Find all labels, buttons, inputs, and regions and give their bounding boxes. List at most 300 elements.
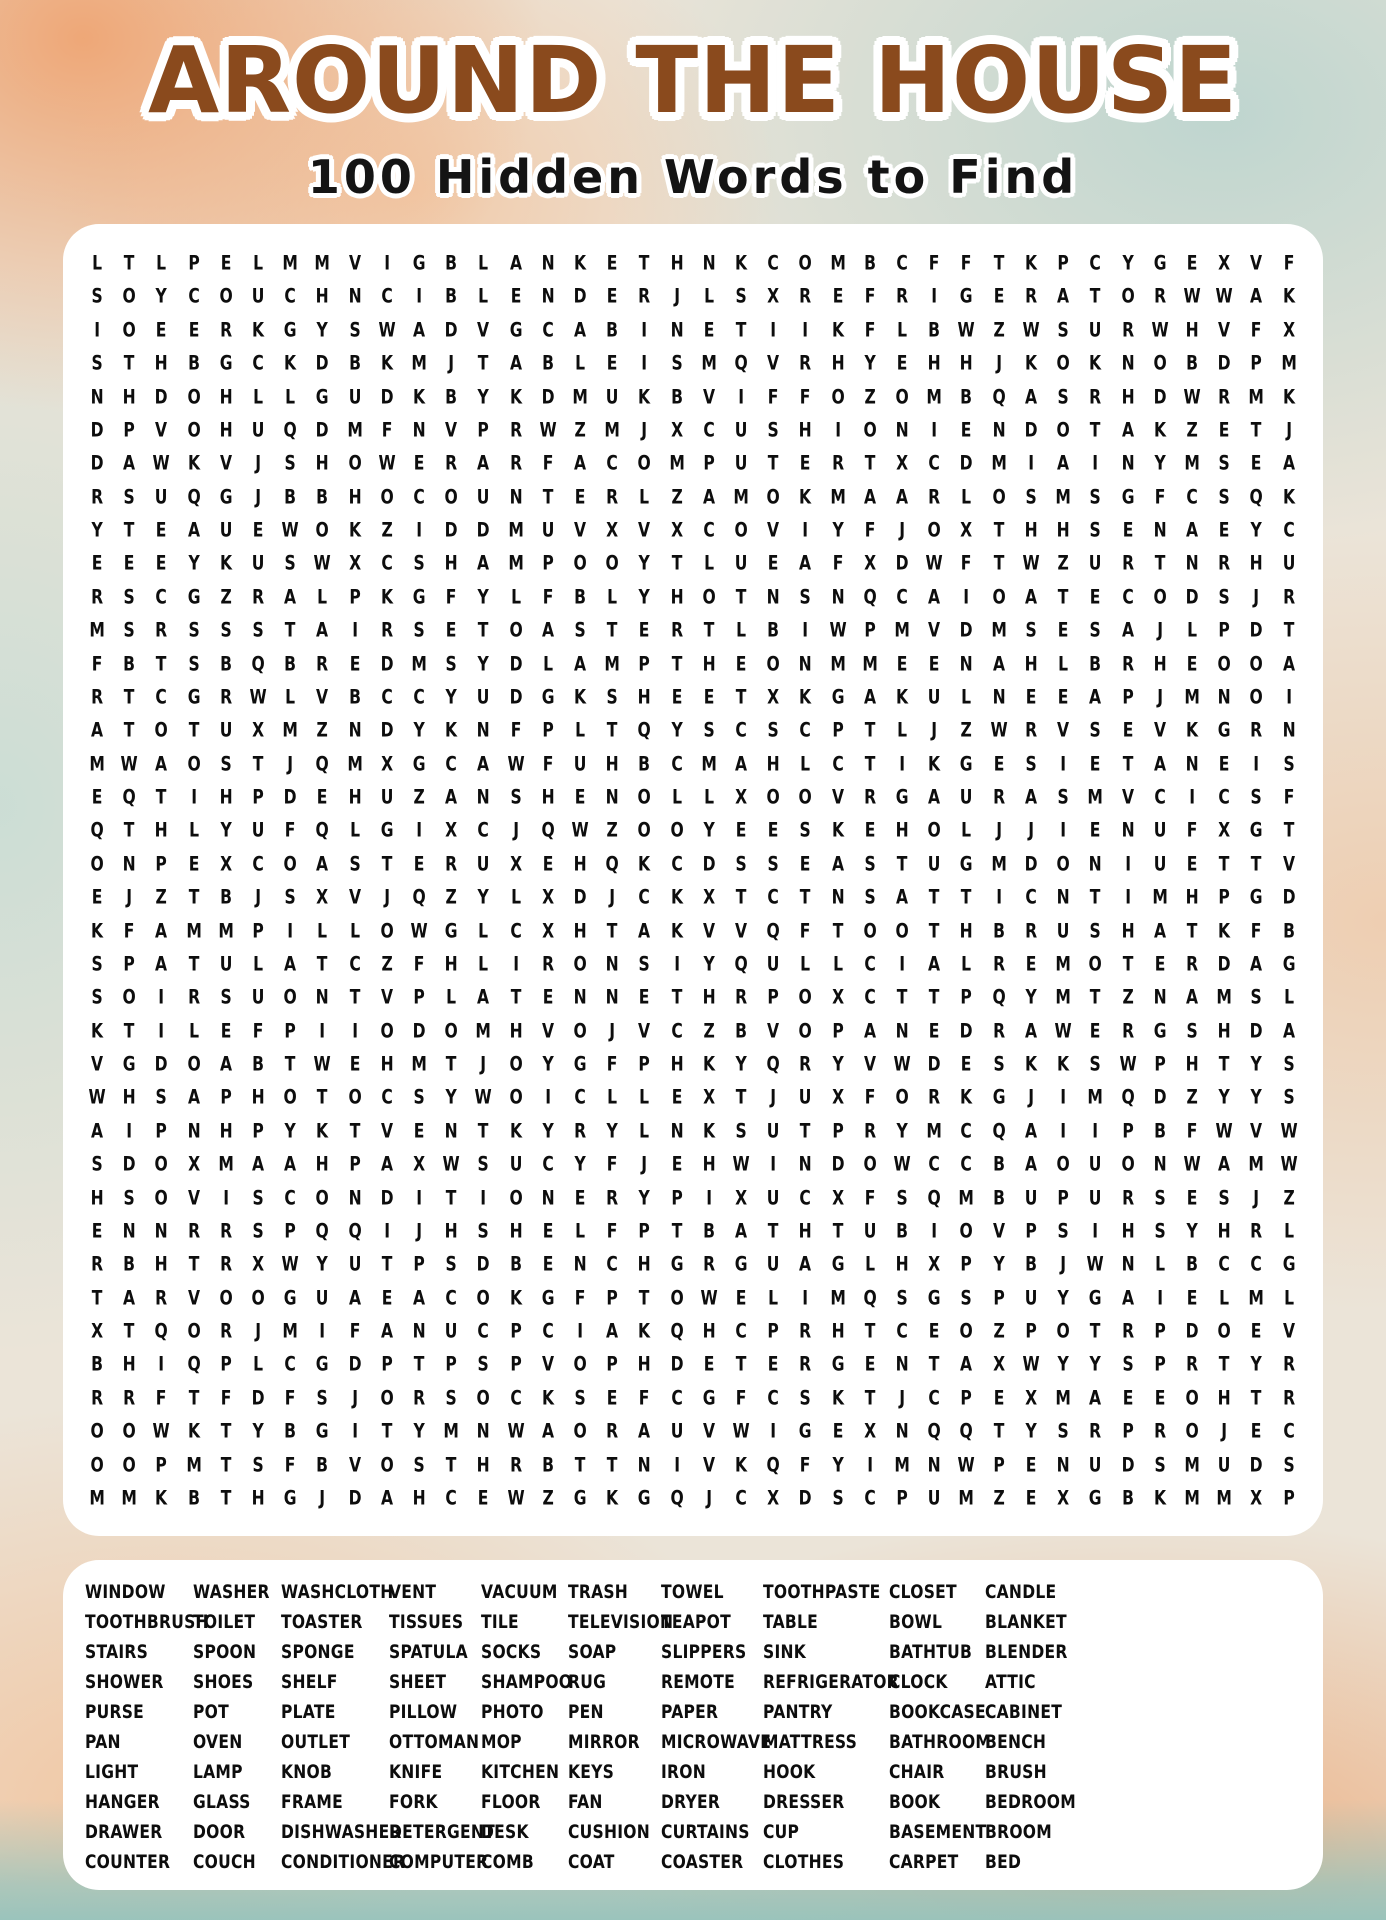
grid-cell[interactable]: A [509, 251, 522, 275]
grid-cell[interactable]: Y [703, 952, 715, 976]
grid-cell[interactable]: I [384, 251, 390, 275]
grid-cell[interactable]: A [1153, 751, 1166, 775]
grid-cell[interactable]: L [961, 484, 972, 508]
grid-cell[interactable]: C [864, 1486, 876, 1510]
grid-cell[interactable]: O [509, 1185, 523, 1209]
grid-cell[interactable]: P [1057, 251, 1069, 275]
grid-cell[interactable]: H [670, 251, 684, 275]
grid-cell[interactable]: R [187, 1219, 200, 1243]
grid-cell[interactable]: E [864, 1352, 876, 1376]
grid-cell[interactable]: J [899, 518, 906, 542]
grid-cell[interactable]: I [641, 317, 648, 341]
grid-cell[interactable]: P [284, 1018, 297, 1042]
grid-cell[interactable]: P [1057, 1185, 1069, 1209]
grid-cell[interactable]: J [255, 484, 262, 508]
grid-cell[interactable]: Y [413, 718, 425, 742]
grid-cell[interactable]: H [315, 1152, 330, 1176]
grid-cell[interactable]: S [1025, 751, 1037, 775]
grid-cell[interactable]: M [218, 1152, 234, 1176]
grid-cell[interactable]: R [541, 952, 554, 976]
grid-cell[interactable]: W [442, 1152, 460, 1176]
grid-cell[interactable]: F [542, 451, 554, 475]
grid-cell[interactable]: K [91, 1018, 104, 1042]
grid-cell[interactable]: E [735, 818, 747, 842]
grid-cell[interactable]: O [798, 785, 813, 809]
grid-cell[interactable]: G [895, 785, 909, 809]
grid-cell[interactable]: H [154, 1252, 169, 1276]
grid-cell[interactable]: W [313, 1052, 332, 1076]
grid-cell[interactable]: Q [315, 751, 330, 775]
grid-cell[interactable]: T [1122, 751, 1133, 775]
grid-cell[interactable]: K [1057, 1052, 1070, 1076]
grid-cell[interactable]: R [1282, 1352, 1295, 1376]
grid-cell[interactable]: X [413, 1152, 426, 1176]
word-item[interactable]: BOWL [889, 1612, 943, 1633]
grid-cell[interactable]: N [766, 584, 780, 608]
word-item[interactable]: SHEET [389, 1672, 447, 1693]
grid-cell[interactable]: S [960, 1285, 973, 1309]
grid-cell[interactable]: K [799, 484, 812, 508]
grid-cell[interactable]: T [123, 251, 135, 275]
grid-cell[interactable]: S [1186, 1018, 1198, 1042]
grid-cell[interactable]: W [829, 618, 847, 642]
grid-cell[interactable]: L [1154, 1252, 1165, 1276]
grid-cell[interactable]: G [412, 584, 426, 608]
grid-cell[interactable]: E [1186, 1185, 1198, 1209]
grid-cell[interactable]: E [896, 651, 908, 675]
grid-cell[interactable]: H [477, 1452, 491, 1476]
grid-cell[interactable]: W [152, 451, 171, 475]
grid-cell[interactable]: N [541, 251, 555, 275]
grid-cell[interactable]: R [1153, 284, 1166, 308]
grid-cell[interactable]: S [252, 1452, 264, 1476]
grid-cell[interactable]: L [1219, 1285, 1230, 1309]
grid-cell[interactable]: O [670, 1285, 684, 1309]
grid-cell[interactable]: V [638, 1018, 651, 1042]
grid-cell[interactable]: R [1121, 551, 1134, 575]
grid-cell[interactable]: S [220, 618, 232, 642]
grid-cell[interactable]: G [734, 1252, 748, 1276]
grid-cell[interactable]: A [863, 1018, 877, 1042]
grid-cell[interactable]: E [1090, 1018, 1101, 1042]
grid-cell[interactable]: C [606, 1252, 619, 1276]
grid-cell[interactable]: H [122, 1352, 136, 1376]
grid-cell[interactable]: A [1057, 284, 1070, 308]
grid-cell[interactable]: D [155, 384, 168, 408]
grid-cell[interactable]: E [252, 518, 264, 542]
grid-cell[interactable]: F [1251, 317, 1262, 341]
grid-cell[interactable]: E [896, 351, 908, 375]
grid-cell[interactable]: X [767, 284, 780, 308]
grid-cell[interactable]: T [220, 1486, 232, 1510]
grid-cell[interactable]: I [1189, 785, 1195, 809]
grid-cell[interactable]: Z [155, 885, 168, 909]
grid-cell[interactable]: C [960, 1152, 973, 1176]
grid-cell[interactable]: A [316, 618, 329, 642]
grid-cell[interactable]: R [219, 1319, 232, 1343]
grid-cell[interactable]: G [831, 685, 845, 709]
grid-cell[interactable]: I [158, 1352, 165, 1376]
word-item[interactable]: SLIPPERS [661, 1642, 747, 1663]
grid-cell[interactable]: F [542, 751, 554, 775]
grid-cell[interactable]: P [349, 584, 361, 608]
grid-cell[interactable]: W [571, 818, 589, 842]
grid-cell[interactable]: Z [381, 518, 393, 542]
grid-cell[interactable]: D [1121, 1452, 1135, 1476]
grid-cell[interactable]: T [768, 1219, 779, 1243]
grid-cell[interactable]: Y [188, 551, 200, 575]
grid-cell[interactable]: U [477, 484, 490, 508]
grid-cell[interactable]: K [187, 451, 200, 475]
grid-cell[interactable]: H [509, 1018, 523, 1042]
grid-cell[interactable]: M [1184, 1452, 1200, 1476]
grid-cell[interactable]: C [606, 451, 619, 475]
grid-cell[interactable]: S [1089, 718, 1102, 742]
grid-cell[interactable]: D [1249, 1018, 1263, 1042]
word-item[interactable]: CLOTHES [763, 1852, 845, 1873]
grid-cell[interactable]: B [123, 1252, 136, 1276]
grid-cell[interactable]: X [541, 885, 554, 909]
grid-cell[interactable]: O [283, 851, 297, 875]
grid-cell[interactable]: P [445, 1352, 458, 1376]
grid-cell[interactable]: T [220, 1452, 232, 1476]
grid-cell[interactable]: S [123, 1185, 135, 1209]
grid-cell[interactable]: F [864, 317, 876, 341]
grid-cell[interactable]: C [381, 1085, 393, 1109]
grid-cell[interactable]: S [1089, 618, 1102, 642]
grid-cell[interactable]: I [416, 518, 423, 542]
grid-cell[interactable]: S [284, 885, 296, 909]
grid-cell[interactable]: W [410, 918, 428, 942]
grid-cell[interactable]: K [155, 1486, 168, 1510]
grid-cell[interactable]: K [252, 317, 265, 341]
grid-cell[interactable]: T [349, 985, 361, 1009]
grid-cell[interactable]: L [897, 718, 908, 742]
grid-cell[interactable]: H [219, 418, 233, 442]
grid-cell[interactable]: V [1282, 851, 1295, 875]
grid-cell[interactable]: S [477, 1219, 490, 1243]
grid-cell[interactable]: E [768, 1352, 779, 1376]
grid-cell[interactable]: L [253, 952, 264, 976]
grid-cell[interactable]: I [995, 885, 1002, 909]
grid-cell[interactable]: A [735, 751, 748, 775]
grid-cell[interactable]: V [348, 885, 361, 909]
grid-cell[interactable]: P [252, 1118, 264, 1142]
grid-cell[interactable]: R [219, 1219, 232, 1243]
grid-cell[interactable]: L [1283, 1219, 1294, 1243]
grid-cell[interactable]: W [313, 551, 332, 575]
grid-cell[interactable]: B [670, 384, 683, 408]
grid-cell[interactable]: T [929, 885, 940, 909]
grid-cell[interactable]: T [735, 584, 747, 608]
grid-cell[interactable]: A [155, 952, 168, 976]
grid-cell[interactable]: P [606, 1285, 619, 1309]
grid-cell[interactable]: Z [381, 952, 393, 976]
grid-cell[interactable]: G [316, 384, 329, 408]
grid-cell[interactable]: Q [734, 351, 748, 375]
grid-cell[interactable]: P [606, 1352, 619, 1376]
grid-cell[interactable]: T [542, 484, 554, 508]
grid-cell[interactable]: V [574, 518, 587, 542]
grid-cell[interactable]: O [348, 451, 362, 475]
word-item[interactable]: PAPER [661, 1702, 719, 1723]
grid-cell[interactable]: M [991, 451, 1007, 475]
grid-cell[interactable]: R [91, 1252, 104, 1276]
grid-cell[interactable]: H [219, 384, 233, 408]
grid-cell[interactable]: S [832, 1486, 844, 1510]
grid-cell[interactable]: S [510, 785, 522, 809]
grid-cell[interactable]: G [380, 818, 394, 842]
grid-cell[interactable]: M [1055, 985, 1071, 1009]
grid-cell[interactable]: L [285, 685, 296, 709]
grid-cell[interactable]: T [1154, 551, 1166, 575]
grid-cell[interactable]: T [317, 1085, 328, 1109]
grid-cell[interactable]: R [91, 1385, 104, 1409]
grid-cell[interactable]: O [122, 1452, 136, 1476]
grid-cell[interactable]: M [314, 251, 331, 275]
grid-cell[interactable]: X [928, 1252, 941, 1276]
grid-cell[interactable]: S [252, 1219, 264, 1243]
grid-cell[interactable]: K [606, 1486, 619, 1510]
grid-cell[interactable]: K [574, 251, 587, 275]
grid-cell[interactable]: I [384, 1219, 390, 1243]
grid-cell[interactable]: Y [832, 518, 844, 542]
grid-cell[interactable]: T [1090, 284, 1101, 308]
grid-cell[interactable]: H [509, 1219, 523, 1243]
grid-cell[interactable]: O [895, 918, 909, 942]
grid-cell[interactable]: P [1218, 618, 1230, 642]
grid-cell[interactable]: P [1121, 1419, 1134, 1443]
grid-cell[interactable]: N [477, 718, 491, 742]
grid-cell[interactable]: O [992, 584, 1006, 608]
grid-cell[interactable]: U [219, 518, 233, 542]
grid-cell[interactable]: G [187, 584, 201, 608]
grid-cell[interactable]: A [960, 1352, 973, 1376]
grid-cell[interactable]: O [1056, 351, 1070, 375]
grid-cell[interactable]: I [351, 1018, 358, 1042]
grid-cell[interactable]: D [960, 1018, 974, 1042]
grid-cell[interactable]: L [478, 918, 489, 942]
grid-cell[interactable]: P [1121, 685, 1134, 709]
grid-cell[interactable]: M [185, 1452, 202, 1476]
grid-cell[interactable]: K [1185, 718, 1199, 742]
grid-cell[interactable]: C [542, 1319, 554, 1343]
grid-cell[interactable]: W [1183, 284, 1201, 308]
grid-cell[interactable]: M [507, 551, 524, 575]
grid-cell[interactable]: A [1250, 952, 1263, 976]
grid-cell[interactable]: C [799, 1185, 812, 1209]
grid-cell[interactable]: O [380, 918, 394, 942]
grid-cell[interactable]: A [380, 1152, 393, 1176]
grid-cell[interactable]: S [864, 851, 876, 875]
grid-cell[interactable]: N [348, 718, 362, 742]
grid-cell[interactable]: T [1090, 885, 1101, 909]
grid-cell[interactable]: O [380, 1452, 394, 1476]
grid-cell[interactable]: F [735, 1385, 747, 1409]
grid-cell[interactable]: X [670, 418, 683, 442]
grid-cell[interactable]: N [1056, 885, 1070, 909]
grid-cell[interactable]: I [963, 584, 970, 608]
grid-cell[interactable]: A [1057, 451, 1070, 475]
grid-cell[interactable]: R [1121, 317, 1134, 341]
grid-cell[interactable]: Y [1057, 1285, 1069, 1309]
grid-cell[interactable]: E [1122, 518, 1133, 542]
grid-cell[interactable]: R [1121, 651, 1134, 675]
grid-cell[interactable]: G [1217, 718, 1231, 742]
word-item[interactable]: SPATULA [389, 1642, 468, 1663]
grid-cell[interactable]: M [572, 384, 588, 408]
grid-cell[interactable]: S [1282, 1452, 1295, 1476]
grid-cell[interactable]: N [412, 418, 426, 442]
grid-cell[interactable]: O [992, 484, 1006, 508]
grid-cell[interactable]: P [252, 918, 264, 942]
grid-cell[interactable]: C [896, 1319, 908, 1343]
grid-cell[interactable]: P [1154, 1052, 1166, 1076]
word-item[interactable]: SHOWER [85, 1672, 164, 1693]
word-item[interactable]: SPOON [193, 1642, 257, 1663]
grid-cell[interactable]: O [219, 284, 233, 308]
grid-cell[interactable]: F [800, 1452, 811, 1476]
grid-cell[interactable]: K [509, 1285, 522, 1309]
grid-cell[interactable]: K [348, 518, 361, 542]
grid-cell[interactable]: L [1283, 1285, 1294, 1309]
grid-cell[interactable]: O [154, 1152, 169, 1176]
grid-cell[interactable]: H [1185, 1052, 1199, 1076]
grid-cell[interactable]: I [577, 1319, 584, 1343]
grid-cell[interactable]: N [1056, 1452, 1070, 1476]
grid-cell[interactable]: O [573, 952, 587, 976]
grid-cell[interactable]: P [284, 1219, 297, 1243]
grid-cell[interactable]: S [1282, 1085, 1295, 1109]
grid-cell[interactable]: R [123, 1385, 136, 1409]
grid-cell[interactable]: Q [670, 1319, 684, 1343]
grid-cell[interactable]: O [798, 985, 813, 1009]
grid-cell[interactable]: T [832, 1219, 844, 1243]
word-item[interactable]: RUG [568, 1672, 607, 1693]
grid-cell[interactable]: H [638, 1352, 652, 1376]
grid-cell[interactable]: E [832, 284, 844, 308]
grid-cell[interactable]: X [541, 918, 554, 942]
grid-cell[interactable]: L [961, 818, 972, 842]
grid-cell[interactable]: H [638, 1252, 652, 1276]
grid-cell[interactable]: B [316, 484, 329, 508]
grid-cell[interactable]: K [219, 551, 232, 575]
grid-cell[interactable]: R [928, 1085, 941, 1109]
grid-cell[interactable]: P [638, 1219, 651, 1243]
grid-cell[interactable]: T [123, 818, 135, 842]
grid-cell[interactable]: T [896, 985, 908, 1009]
grid-cell[interactable]: N [638, 1452, 652, 1476]
grid-cell[interactable]: Y [993, 1252, 1005, 1276]
grid-cell[interactable]: M [89, 1486, 105, 1510]
grid-cell[interactable]: S [477, 1352, 490, 1376]
grid-cell[interactable]: S [1154, 1219, 1166, 1243]
grid-cell[interactable]: I [802, 1285, 809, 1309]
grid-cell[interactable]: Q [766, 1452, 780, 1476]
grid-cell[interactable]: T [574, 1452, 586, 1476]
grid-cell[interactable]: E [1186, 251, 1198, 275]
grid-cell[interactable]: E [1154, 1385, 1166, 1409]
grid-cell[interactable]: M [894, 1452, 910, 1476]
grid-cell[interactable]: E [671, 1085, 683, 1109]
grid-cell[interactable]: A [1089, 1385, 1102, 1409]
grid-cell[interactable]: G [219, 351, 233, 375]
grid-cell[interactable]: M [1087, 1085, 1104, 1109]
grid-cell[interactable]: V [1153, 718, 1166, 742]
grid-cell[interactable]: T [929, 918, 940, 942]
grid-cell[interactable]: F [123, 918, 135, 942]
grid-cell[interactable]: C [381, 551, 393, 575]
grid-cell[interactable]: T [188, 952, 200, 976]
grid-cell[interactable]: F [1283, 251, 1294, 275]
grid-cell[interactable]: V [1218, 317, 1231, 341]
grid-cell[interactable]: T [607, 1452, 618, 1476]
grid-cell[interactable]: Y [864, 351, 876, 375]
word-item[interactable]: KEYS [568, 1762, 615, 1783]
word-item[interactable]: PURSE [85, 1702, 145, 1723]
grid-cell[interactable]: H [895, 1252, 909, 1276]
grid-cell[interactable]: M [1216, 1486, 1232, 1510]
grid-cell[interactable]: C [187, 284, 200, 308]
grid-cell[interactable]: E [1186, 851, 1198, 875]
grid-cell[interactable]: T [1218, 851, 1230, 875]
grid-cell[interactable]: L [92, 251, 103, 275]
grid-cell[interactable]: E [768, 551, 779, 575]
grid-cell[interactable]: O [637, 818, 652, 842]
grid-cell[interactable]: I [158, 985, 165, 1009]
grid-cell[interactable]: O [959, 1319, 974, 1343]
word-item[interactable]: SPONGE [281, 1642, 355, 1663]
grid-cell[interactable]: J [255, 1319, 262, 1343]
grid-cell[interactable]: R [1089, 1419, 1102, 1443]
grid-cell[interactable]: Z [1186, 418, 1198, 442]
grid-cell[interactable]: B [1153, 1118, 1166, 1142]
grid-cell[interactable]: O [1120, 284, 1135, 308]
grid-cell[interactable]: D [573, 284, 587, 308]
grid-cell[interactable]: K [284, 351, 297, 375]
grid-cell[interactable]: R [799, 1352, 812, 1376]
grid-cell[interactable]: O [187, 751, 201, 775]
grid-cell[interactable]: D [444, 317, 458, 341]
grid-cell[interactable]: E [671, 1152, 683, 1176]
grid-cell[interactable]: R [1218, 551, 1231, 575]
word-item[interactable]: SHELF [281, 1672, 338, 1693]
grid-cell[interactable]: F [1186, 1118, 1198, 1142]
grid-cell[interactable]: O [1185, 1419, 1199, 1443]
grid-cell[interactable]: R [992, 952, 1005, 976]
grid-cell[interactable]: F [864, 284, 876, 308]
grid-cell[interactable]: W [1118, 1052, 1137, 1076]
grid-cell[interactable]: M [411, 351, 427, 375]
grid-cell[interactable]: V [767, 518, 780, 542]
grid-cell[interactable]: S [1057, 317, 1069, 341]
grid-cell[interactable]: N [1282, 718, 1296, 742]
grid-cell[interactable]: K [670, 885, 683, 909]
grid-cell[interactable]: J [770, 1085, 777, 1109]
grid-cell[interactable]: X [606, 518, 619, 542]
grid-cell[interactable]: K [928, 751, 941, 775]
grid-cell[interactable]: S [445, 1385, 457, 1409]
grid-cell[interactable]: Y [445, 1085, 457, 1109]
grid-cell[interactable]: B [896, 1219, 909, 1243]
grid-cell[interactable]: Y [1154, 451, 1166, 475]
grid-cell[interactable]: F [864, 518, 876, 542]
grid-cell[interactable]: S [993, 1052, 1005, 1076]
grid-cell[interactable]: C [928, 1152, 941, 1176]
grid-cell[interactable]: E [478, 1486, 489, 1510]
grid-cell[interactable]: T [607, 618, 618, 642]
grid-cell[interactable]: Y [1250, 1352, 1263, 1376]
